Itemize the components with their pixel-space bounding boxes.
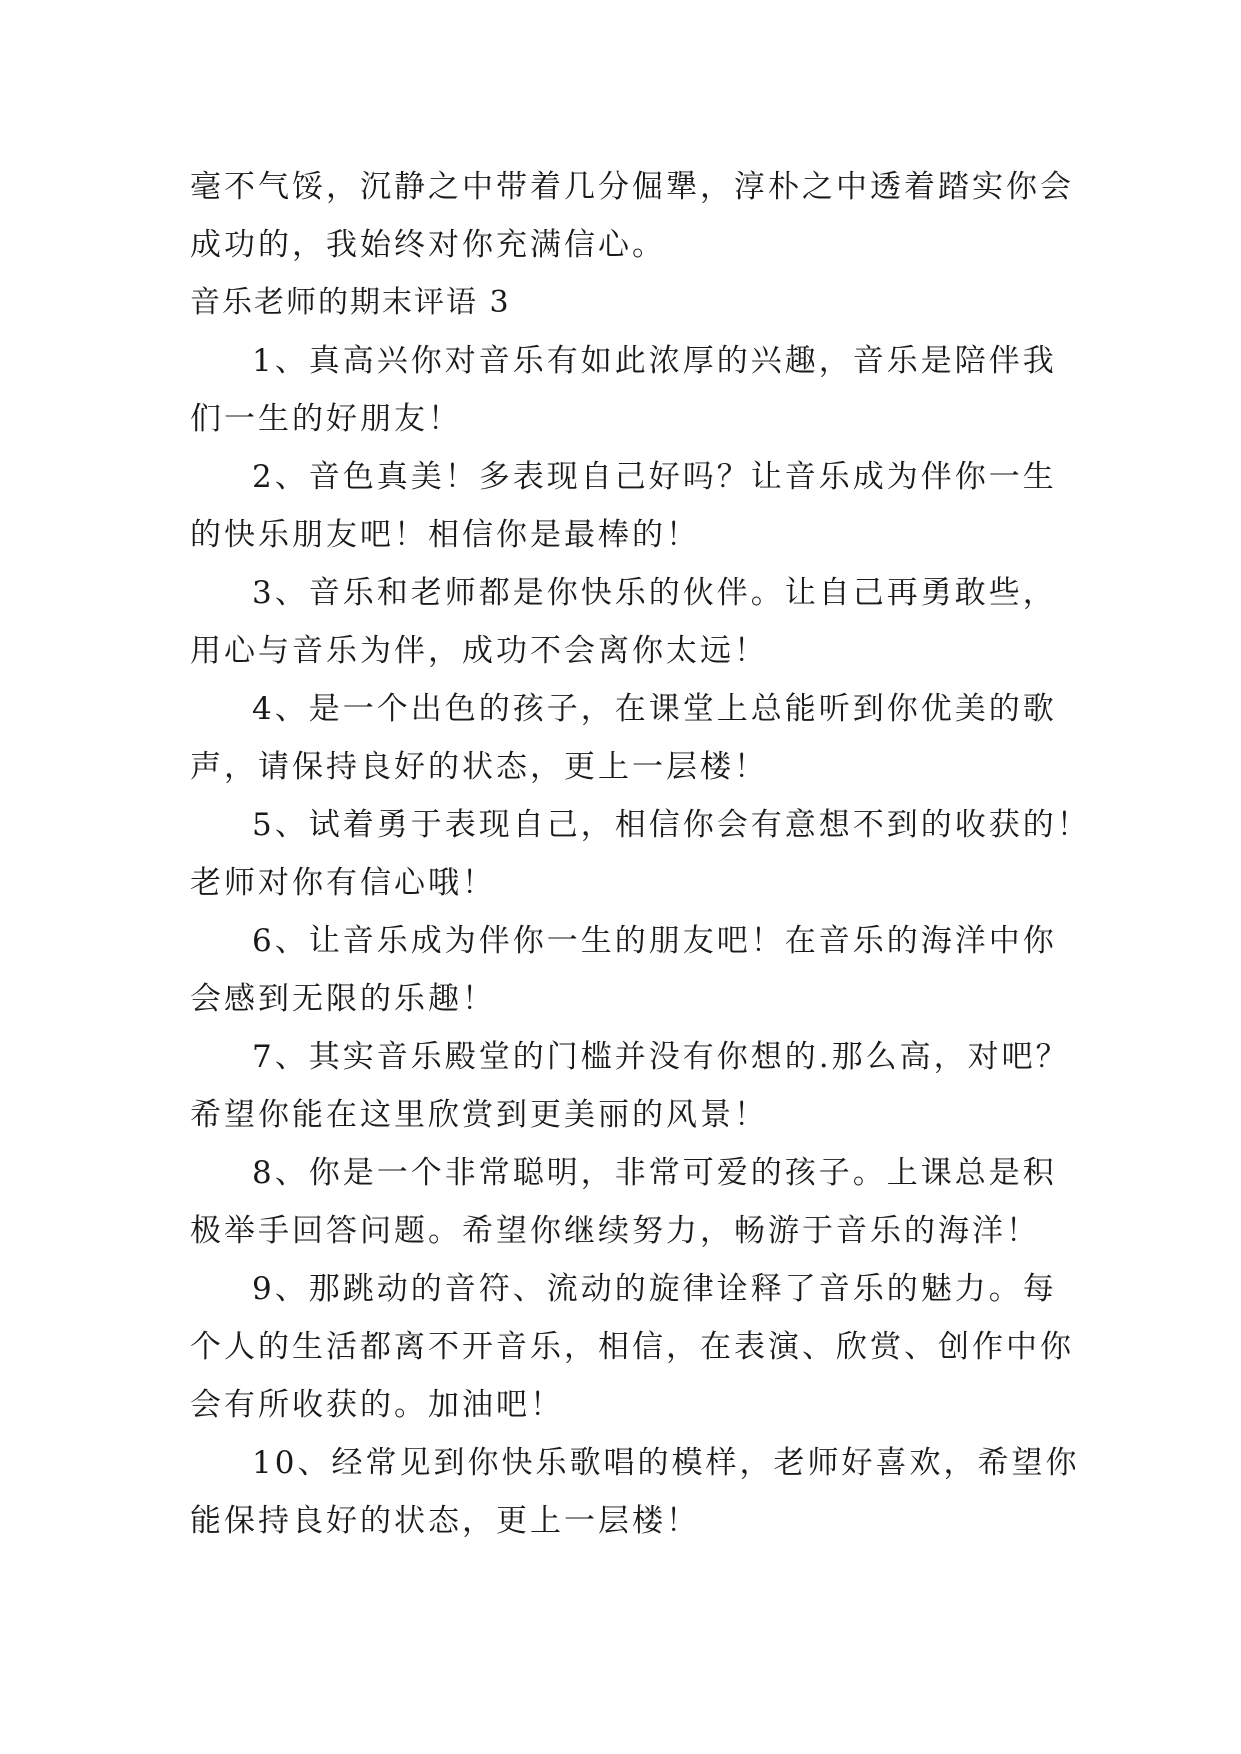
text-line: 会有所收获的。加油吧！	[190, 1387, 564, 1423]
text-line: 能保持良好的状态，更上一层楼！	[190, 1503, 700, 1539]
text-line: 6、让音乐成为伴你一生的朋友吧！在音乐的海洋中你	[252, 923, 1057, 959]
text-line: 用心与音乐为伴，成功不会离你太远！	[190, 633, 768, 669]
text-line: 会感到无限的乐趣！	[190, 981, 496, 1017]
text-line: 成功的，我始终对你充满信心。	[190, 227, 666, 263]
text-line: 的快乐朋友吧！相信你是最棒的！	[190, 517, 700, 553]
text-line: 声，请保持良好的状态，更上一层楼！	[190, 749, 768, 785]
text-line: 4、是一个出色的孩子，在课堂上总能听到你优美的歌	[252, 691, 1057, 727]
text-line: 老师对你有信心哦！	[190, 865, 496, 901]
text-line: 极举手回答问题。希望你继续努力，畅游于音乐的海洋！	[190, 1213, 1040, 1249]
text-line: 1、真高兴你对音乐有如此浓厚的兴趣，音乐是陪伴我	[252, 343, 1057, 379]
text-line: 毫不气馁，沉静之中带着几分倔犟，淳朴之中透着踏实你会	[190, 169, 1074, 205]
text-line: 们一生的好朋友！	[190, 401, 462, 437]
text-line: 5、试着勇于表现自己，相信你会有意想不到的收获的！	[252, 807, 1091, 843]
section-heading: 音乐老师的期末评语 3	[190, 285, 511, 320]
text-line: 9、那跳动的音符、流动的旋律诠释了音乐的魅力。每	[252, 1271, 1057, 1307]
document-body	[190, 158, 1091, 1550]
text-line: 希望你能在这里欣赏到更美丽的风景！	[190, 1097, 768, 1133]
text-line: 8、你是一个非常聪明，非常可爱的孩子。上课总是积	[252, 1155, 1057, 1191]
text-line: 7、其实音乐殿堂的门槛并没有你想的.那么高，对吧？	[252, 1039, 1070, 1075]
text-line: 个人的生活都离不开音乐，相信，在表演、欣赏、创作中你	[190, 1329, 1074, 1365]
text-line: 2、音色真美！多表现自己好吗？让音乐成为伴你一生	[252, 459, 1057, 495]
text-line: 10、经常见到你快乐歌唱的模样，老师好喜欢，希望你	[252, 1445, 1080, 1481]
text-line: 3、音乐和老师都是你快乐的伙伴。让自己再勇敢些，	[252, 575, 1057, 611]
